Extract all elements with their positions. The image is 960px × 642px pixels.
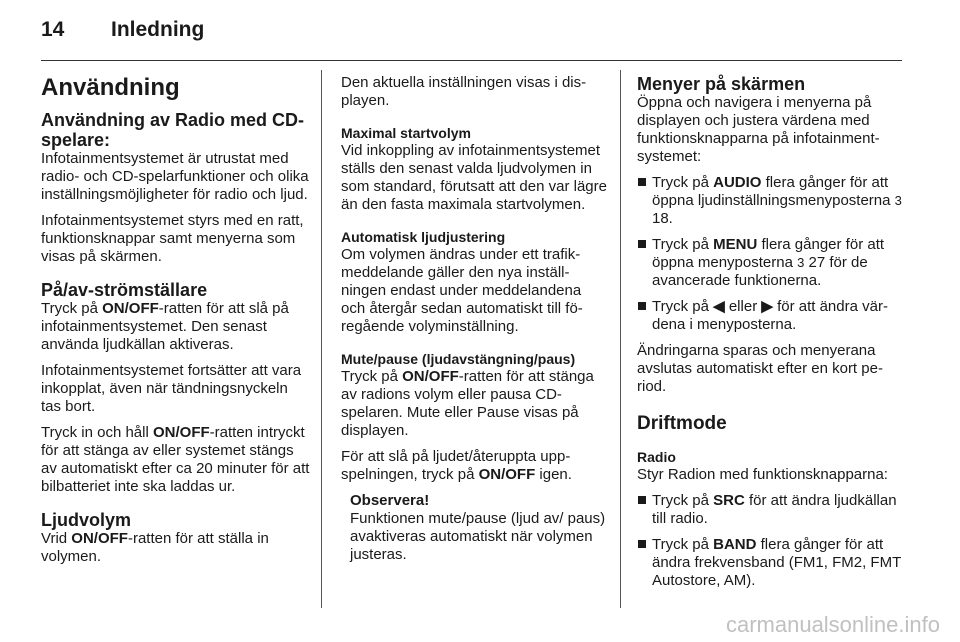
column-2: [341, 74, 607, 564]
subsection-title-radio-cd: Användning av Radio med CD-spelare:: [41, 110, 305, 150]
page-number: 14: [41, 18, 65, 41]
note-box: [341, 492, 607, 564]
paragraph: Tryck på ON/OFF-ratten för att slå på infotainmentsystemet. Den senast använda ljudkällan aktiveras.: [41, 300, 289, 353]
subsection-title-screen-menus: Menyer på skärmen: [637, 74, 806, 94]
page-reference-icon: 3: [797, 255, 805, 270]
column-divider-1: [321, 70, 322, 608]
heading-max-start-volume: Maximal startvolym: [341, 125, 471, 141]
paragraph: Öppna och navigera i menyerna på displayen och justera värdena med funktionsknapparna på infotainmentsystemet:: [637, 94, 880, 165]
paragraph: Tryck in och håll ON/OFF-ratten intryckt för att stänga av eller systemet stängs av automatiskt efter ca 20 minuter för att bilbatteriet inte ska laddas ur.: [41, 424, 310, 495]
control-name: ON/OFF: [402, 368, 459, 385]
bullet-square-icon: [638, 178, 646, 186]
button-name: SRC: [713, 492, 745, 509]
bullet-square-icon: [638, 496, 646, 504]
control-name: ON/OFF: [71, 530, 128, 547]
paragraph: Ändringarna sparas och menyerana avslutas automatiskt efter en kort period.: [637, 342, 883, 395]
arrow-right-icon: ▶: [761, 298, 773, 315]
paragraph: Vid inkoppling av infotainmentsystemet ställs den senast valda ljudvolymen in som standard, förutsatt att den var lägre än den fasta maximala startvolymen.: [341, 142, 607, 213]
control-name: ON/OFF: [102, 300, 159, 317]
list-item: Tryck på BAND flera gånger för att ändra frekvensband (FM1, FM2, FMT Autostore, AM).: [637, 536, 907, 590]
button-name: MENU: [713, 236, 758, 253]
subsection-title-volume: Ljudvolym: [41, 510, 132, 530]
list-item: Tryck på MENU flera gånger för att öppna menyposterna 3 27 för de avancerade funktionerna.: [637, 236, 907, 290]
header-divider: [41, 60, 902, 61]
heading-radio: Radio: [637, 449, 676, 465]
control-name: ON/OFF: [478, 466, 536, 483]
watermark: carmanualsonline.info: [725, 612, 940, 637]
column-3: [637, 74, 907, 598]
button-name: BAND: [713, 536, 757, 553]
bullet-square-icon: [638, 302, 646, 310]
bullet-square-icon: [638, 240, 646, 248]
column-1: [41, 74, 311, 574]
paragraph: För att slå på ljudet/återuppta uppspelningen, tryck på ON/OFF igen.: [341, 448, 572, 483]
list-item: Tryck på SRC för att ändra ljudkällan till radio.: [637, 492, 907, 528]
paragraph: Infotainmentsystemet fortsätter att vara inkopplat, även när tändningsnyckeln tas bort.: [41, 362, 302, 415]
paragraph: Tryck på ON/OFF-ratten för att stänga av radions volym eller pausa CD-spelaren. Mute eller Pause visas på displayen.: [341, 368, 594, 439]
column-divider-2: [620, 70, 621, 608]
paragraph: Infotainmentsystemet styrs med en ratt, funktionsknappar samt menyerna som visas på skärmen.: [41, 212, 304, 265]
paragraph: Om volymen ändras under ett trafikmeddelande gäller den nya inställningen endast under meddelandena och återgår sedan automatiskt till föregående volyminställning.: [341, 246, 583, 335]
chapter-title: Inledning: [111, 18, 205, 41]
note-title: Observera!: [350, 492, 430, 509]
arrow-left-icon: ◀: [713, 298, 725, 315]
heading-auto-volume: Automatisk ljudjustering: [341, 229, 506, 245]
paragraph: Den aktuella inställningen visas i displayen.: [341, 74, 587, 109]
button-name: AUDIO: [713, 174, 762, 191]
heading-mute-pause: Mute/pause (ljudavstängning/paus): [341, 351, 576, 367]
subsection-title-power-switch: På/av-strömställare: [41, 280, 208, 300]
subsection-title-drive-mode: Driftmode: [637, 413, 727, 434]
paragraph: Styr Radion med funktionsknapparna:: [637, 466, 888, 483]
paragraph: Infotainmentsystemet är utrustat med radio- och CD-spelarfunktioner och olika inställningsmöjligheter för radio och ljud.: [41, 150, 309, 203]
bullet-square-icon: [638, 540, 646, 548]
control-name: ON/OFF: [152, 424, 210, 441]
note-text: Funktionen mute/pause (ljud av/ paus) avaktiveras automatiskt när volymen justeras.: [350, 510, 606, 563]
paragraph: Vrid ON/OFF-ratten för att ställa in volymen.: [41, 530, 269, 565]
section-title: Användning: [41, 74, 180, 101]
list-item: Tryck på ◀ eller ▶ för att ändra värdena i menyposterna.: [637, 298, 907, 334]
list-item: Tryck på AUDIO flera gånger för att öppna ljudinställningsmenyposterna 3 18.: [637, 174, 907, 228]
page-reference-icon: 3: [894, 193, 902, 208]
